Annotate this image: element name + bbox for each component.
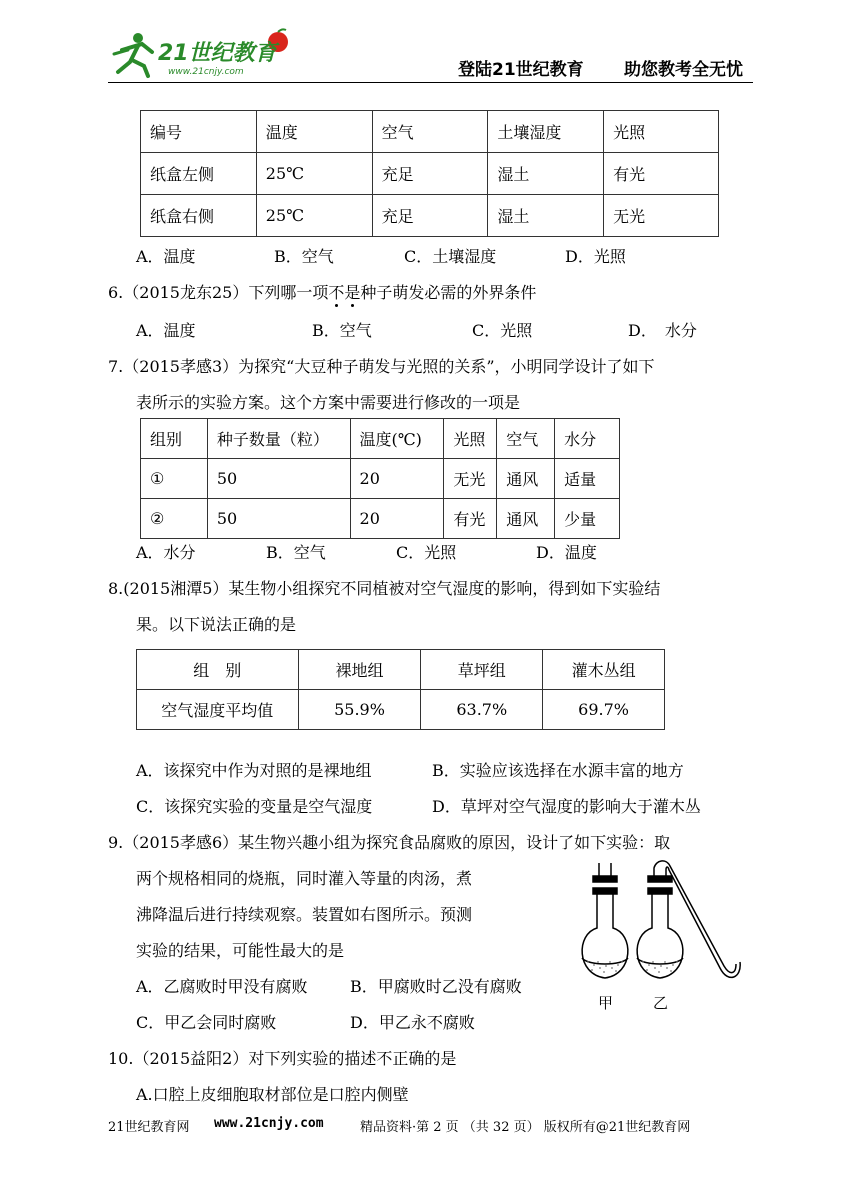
table-cell: 20 [350,459,444,499]
table-cell: 适量 [555,459,620,499]
footer-info: 精品资料·第 2 页 （共 32 页） 版权所有@21世纪教育网 [360,1120,691,1135]
q9-stem-line2: 两个规格相同的烧瓶，同时灌入等量的肉汤，煮 [136,869,473,888]
q8-option-b: B．实验应该选择在水源丰富的地方 [432,761,684,780]
table-cell: 土壤湿度 [488,111,604,153]
header-slogan: 助您教考全无忧 [624,60,743,80]
table-cell: 空气 [372,111,488,153]
table-cell: 裸地组 [298,650,421,690]
emphasis-not: 不 [328,283,345,302]
q7-option-c: C．光照 [396,543,457,562]
q10-stem: 10.（2015益阳2）对下列实验的描述不正确的是 [108,1049,457,1068]
table-cell: 充足 [372,195,488,237]
flask-label-jia: 甲 [598,994,614,1012]
table-cell: 纸盒右侧 [141,195,257,237]
q7-stem-line1: 7.（2015孝感3）为探究“大豆种子萌发与光照的关系”，小明同学设计了如下 [108,357,655,376]
flask-jia [582,863,628,978]
q9-option-d: D．甲乙永不腐败 [350,1013,475,1032]
q8-stem-line1: 8.(2015湘潭5）某生物小组探究不同植被对空气湿度的影响，得到如下实验结 [108,579,661,598]
q7-stem-line2: 表所示的实验方案。这个方案中需要进行修改的一项是 [136,393,521,412]
table-cell: 湿土 [488,153,604,195]
table-cell: 光照 [444,419,497,459]
table-cell: 无光 [604,195,719,237]
q5-option-d: D．光照 [565,247,626,266]
site-logo [108,28,308,82]
table-row [141,153,719,195]
q10-option-a: A.口腔上皮细胞取材部位是口腔内侧壁 [136,1085,409,1104]
q6-option-a: A．温度 [136,321,196,340]
table-cell: 组别 [141,419,208,459]
table-cell: 温度 [256,111,372,153]
q9-stem-line1: 9.（2015孝感6）某生物兴趣小组为探究食品腐败的原因，设计了如下实验：取 [108,833,671,852]
footer-url[interactable]: www.21cnjy.com [214,1116,324,1131]
header-login-text: 登陆21世纪教育 [458,60,584,80]
table-cell: 有光 [604,153,719,195]
table-cell: 空气湿度平均值 [137,690,299,730]
footer-site: 21世纪教育网 [108,1120,190,1135]
logo-text: 21世纪教育 [158,41,277,66]
table-row [141,111,719,153]
table-cell: 灌木丛组 [543,650,665,690]
table-cell: 有光 [444,499,497,539]
emphasis-is: 是 [344,283,361,302]
flask-yi [637,861,740,978]
q9-stem-line3: 沸降温后进行持续观察。装置如右图所示。预测 [136,905,473,924]
table-row [137,690,665,730]
table-cell: 25℃ [256,153,372,195]
table-cell: 25℃ [256,195,372,237]
table-cell: 20 [350,499,444,539]
q9-option-c: C．甲乙会同时腐败 [136,1013,277,1032]
table-row [141,195,719,237]
table-cell: 种子数量（粒） [207,419,350,459]
q5-option-c: C．土壤湿度 [404,247,497,266]
q6-option-b: B．空气 [312,321,372,340]
q7-option-a: A．水分 [136,543,196,562]
q8-option-d: D．草坪对空气湿度的影响大于灌木丛 [432,797,701,816]
q7-option-d: D．温度 [536,543,597,562]
table-cell: 空气 [497,419,555,459]
table-cell: 63.7% [421,690,543,730]
table-cell: 组 别 [137,650,299,690]
table-cell: 55.9% [298,690,421,730]
q9-option-a: A．乙腐败时甲没有腐败 [136,977,308,996]
table-cell: 50 [207,459,350,499]
q6-option-d: D． 水分 [628,321,697,340]
q5-table [140,110,719,237]
table-cell: ② [141,499,208,539]
q5-option-a: A．温度 [136,247,196,266]
table-cell: 湿土 [488,195,604,237]
q8-option-c: C．该探究实验的变量是空气湿度 [136,797,373,816]
table-cell: 通风 [497,499,555,539]
flask-label-yi: 乙 [653,994,669,1012]
q7-option-b: B．空气 [266,543,326,562]
q7-table [140,418,620,539]
table-cell: 光照 [604,111,719,153]
flask-diagram [574,858,744,1018]
table-cell: 温度(℃) [350,419,444,459]
table-row [137,650,665,690]
table-row [141,419,620,459]
table-cell: 少量 [555,499,620,539]
table-cell: 草坪组 [421,650,543,690]
table-row [141,459,620,499]
q6-option-c: C．光照 [472,321,533,340]
table-cell: 无光 [444,459,497,499]
table-cell: 纸盒左侧 [141,153,257,195]
table-cell: 69.7% [543,690,665,730]
q5-option-b: B．空气 [274,247,334,266]
q9-stem-line4: 实验的结果，可能性最大的是 [136,941,345,960]
q9-option-b: B．甲腐败时乙没有腐败 [350,977,522,996]
table-cell: 50 [207,499,350,539]
table-row [141,499,620,539]
q8-stem-line2: 果。以下说法正确的是 [136,615,297,634]
table-cell: ① [141,459,208,499]
table-cell: 编号 [141,111,257,153]
header-divider [108,82,753,83]
table-cell: 充足 [372,153,488,195]
q6-stem: 6.（2015龙东25）下列哪一项不是种子萌发必需的外界条件 [108,283,537,302]
table-cell: 通风 [497,459,555,499]
q8-option-a: A．该探究中作为对照的是裸地组 [136,761,372,780]
q8-table [136,649,665,730]
logo-url: www.21cnjy.com [168,67,244,77]
table-cell: 水分 [555,419,620,459]
